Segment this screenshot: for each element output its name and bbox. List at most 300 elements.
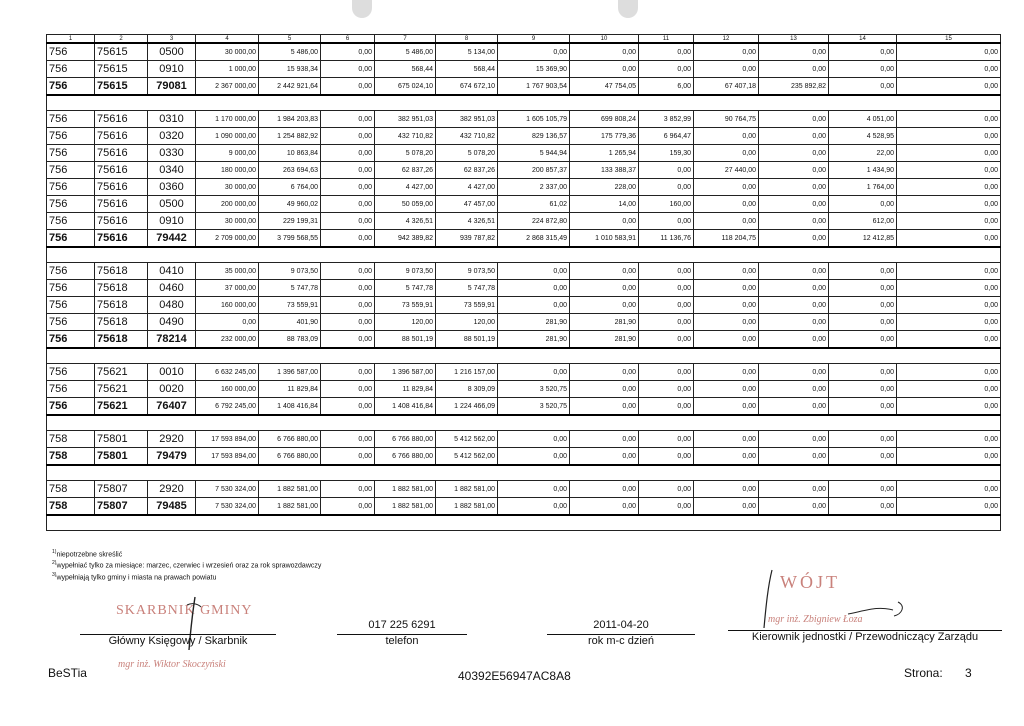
spacer-cell — [47, 95, 1001, 111]
group-spacer — [47, 247, 1001, 263]
column-number-header — [47, 35, 1001, 44]
table-cell: 0,00 — [694, 128, 759, 145]
table-cell: 0,00 — [897, 297, 1001, 314]
table-cell: 0,00 — [759, 431, 829, 448]
table-cell: 0,00 — [897, 128, 1001, 145]
table-cell: 0,00 — [639, 162, 694, 179]
table-cell: 0,00 — [897, 263, 1001, 280]
table-cell: 0,00 — [897, 498, 1001, 516]
table-cell: 758 — [47, 498, 95, 516]
table-cell: 75621 — [95, 398, 148, 416]
phone-block — [337, 619, 467, 647]
table-row — [47, 162, 1001, 179]
table-cell: 0910 — [148, 61, 196, 78]
table-cell: 0,00 — [570, 448, 639, 466]
subtotal-row — [47, 498, 1001, 516]
table-cell: 0,00 — [570, 297, 639, 314]
table-cell: 0,00 — [759, 498, 829, 516]
table-cell: 0,00 — [570, 280, 639, 297]
table-cell: 0,00 — [498, 43, 570, 61]
table-cell: 6 766 880,00 — [375, 448, 436, 466]
table-cell: 75801 — [95, 431, 148, 448]
table-cell: 0,00 — [897, 196, 1001, 213]
table-cell: 0,00 — [639, 314, 694, 331]
table-cell: 75616 — [95, 145, 148, 162]
table-cell: 0,00 — [897, 364, 1001, 381]
table-cell: 37 000,00 — [196, 280, 259, 297]
subtotal-row — [47, 398, 1001, 416]
table-cell: 756 — [47, 61, 95, 78]
table-cell: 0,00 — [321, 61, 375, 78]
head-stamp: WÓJT — [780, 572, 840, 592]
table-cell: 758 — [47, 481, 95, 498]
table-cell: 756 — [47, 314, 95, 331]
table-cell: 30 000,00 — [196, 213, 259, 230]
table-cell: 75801 — [95, 448, 148, 466]
table-cell: 281,90 — [570, 314, 639, 331]
table-cell: 79081 — [148, 78, 196, 96]
table-cell: 1 010 583,91 — [570, 230, 639, 248]
column-number: 11 — [639, 35, 694, 44]
table-cell: 0,00 — [829, 314, 897, 331]
table-cell: 235 892,82 — [759, 78, 829, 96]
table-cell: 0,00 — [759, 213, 829, 230]
table-cell: 0,00 — [829, 381, 897, 398]
table-cell: 76407 — [148, 398, 196, 416]
table-cell: 0,00 — [897, 230, 1001, 248]
table-cell: 0,00 — [321, 498, 375, 516]
table-cell: 0,00 — [639, 297, 694, 314]
table-cell: 0,00 — [759, 111, 829, 128]
table-row — [47, 111, 1001, 128]
table-cell: 1 396 587,00 — [375, 364, 436, 381]
table-cell: 75616 — [95, 111, 148, 128]
table-cell: 0,00 — [897, 314, 1001, 331]
table-cell: 62 837,26 — [436, 162, 498, 179]
table-cell: 0,00 — [829, 498, 897, 516]
table-cell: 5 747,78 — [436, 280, 498, 297]
group-spacer — [47, 415, 1001, 431]
spacer-cell — [47, 415, 1001, 431]
footnote-text: wypełniają tylko gminy i miasta na prawach powiatu — [56, 573, 217, 581]
table-cell: 0,00 — [897, 398, 1001, 416]
table-cell: 1 764,00 — [829, 179, 897, 196]
phone-label: telefon — [385, 635, 419, 647]
table-cell: 0,00 — [498, 364, 570, 381]
table-cell: 3 799 568,55 — [259, 230, 321, 248]
table-cell: 0,00 — [639, 179, 694, 196]
table-cell: 88 501,19 — [375, 331, 436, 349]
table-cell: 11 136,76 — [639, 230, 694, 248]
table-row — [47, 213, 1001, 230]
table-cell: 75621 — [95, 364, 148, 381]
table-cell: 15 938,34 — [259, 61, 321, 78]
table-cell: 49 960,02 — [259, 196, 321, 213]
table-cell: 674 672,10 — [436, 78, 498, 96]
column-number: 15 — [897, 35, 1001, 44]
column-number: 10 — [570, 35, 639, 44]
table-cell: 0,00 — [897, 431, 1001, 448]
table-cell: 6 964,47 — [639, 128, 694, 145]
table-cell: 1 408 416,84 — [375, 398, 436, 416]
table-cell: 0,00 — [897, 78, 1001, 96]
table-cell: 0320 — [148, 128, 196, 145]
table-cell: 75616 — [95, 162, 148, 179]
table-cell: 0,00 — [570, 213, 639, 230]
table-cell: 1 216 157,00 — [436, 364, 498, 381]
head-signature-icon — [758, 566, 908, 636]
table-cell: 0,00 — [321, 128, 375, 145]
table-cell: 0,00 — [829, 364, 897, 381]
table-cell: 0,00 — [639, 331, 694, 349]
table-cell: 5 078,20 — [436, 145, 498, 162]
table-cell: 0,00 — [897, 43, 1001, 61]
table-cell: 0,00 — [639, 364, 694, 381]
table-cell: 1 170 000,00 — [196, 111, 259, 128]
table-cell: 0,00 — [321, 78, 375, 96]
table-cell: 6 766 880,00 — [259, 448, 321, 466]
table-cell: 756 — [47, 162, 95, 179]
table-row — [47, 179, 1001, 196]
table-cell: 90 764,75 — [694, 111, 759, 128]
table-cell: 6 766 880,00 — [259, 431, 321, 448]
table-cell: 47 754,05 — [570, 78, 639, 96]
treasurer-label: Główny Księgowy / Skarbnik — [108, 635, 248, 647]
table-cell: 0,00 — [829, 331, 897, 349]
table-cell: 200 000,00 — [196, 196, 259, 213]
table-cell: 0,00 — [321, 314, 375, 331]
table-row — [47, 280, 1001, 297]
table-cell: 15 369,90 — [498, 61, 570, 78]
table-cell: 75616 — [95, 128, 148, 145]
table-cell: 0,00 — [639, 263, 694, 280]
table-cell: 0,00 — [639, 61, 694, 78]
spacer-cell — [47, 515, 1001, 531]
table-cell: 758 — [47, 448, 95, 466]
group-spacer — [47, 95, 1001, 111]
table-cell: 5 944,94 — [498, 145, 570, 162]
treasurer-name: mgr inż. Wiktor Skoczyński — [118, 659, 226, 670]
table-cell: 6 632 245,00 — [196, 364, 259, 381]
table-cell: 0,00 — [759, 381, 829, 398]
table-cell: 73 559,91 — [436, 297, 498, 314]
table-cell: 1 000,00 — [196, 61, 259, 78]
table-cell: 0,00 — [321, 162, 375, 179]
table-cell: 0,00 — [321, 331, 375, 349]
table-cell: 756 — [47, 331, 95, 349]
table-cell: 1 090 000,00 — [196, 128, 259, 145]
group-spacer — [47, 465, 1001, 481]
table-cell: 1 224 466,09 — [436, 398, 498, 416]
table-cell: 11 829,84 — [259, 381, 321, 398]
punch-hole-right — [618, 0, 638, 18]
table-cell: 756 — [47, 128, 95, 145]
table-cell: 0,00 — [897, 179, 1001, 196]
table-cell: 382 951,03 — [375, 111, 436, 128]
table-cell: 11 829,84 — [375, 381, 436, 398]
table-cell: 756 — [47, 213, 95, 230]
punch-hole-left — [352, 0, 372, 18]
table-cell: 0,00 — [829, 448, 897, 466]
spacer-cell — [47, 348, 1001, 364]
table-cell: 263 694,63 — [259, 162, 321, 179]
table-cell: 612,00 — [829, 213, 897, 230]
footnote — [52, 548, 321, 559]
table-cell: 14,00 — [570, 196, 639, 213]
footnotes — [52, 548, 321, 582]
table-cell: 281,90 — [498, 314, 570, 331]
table-cell: 0,00 — [694, 145, 759, 162]
table-row — [47, 43, 1001, 61]
table-cell: 0,00 — [829, 78, 897, 96]
table-cell: 0,00 — [694, 364, 759, 381]
table-cell: 0,00 — [759, 331, 829, 349]
table-cell: 0,00 — [321, 398, 375, 416]
table-cell: 1 396 587,00 — [259, 364, 321, 381]
table-cell: 829 136,57 — [498, 128, 570, 145]
table-cell: 0,00 — [694, 431, 759, 448]
table-cell: 0,00 — [759, 196, 829, 213]
spacer-cell — [47, 465, 1001, 481]
table-cell: 0,00 — [759, 481, 829, 498]
column-number: 7 — [375, 35, 436, 44]
table-cell: 75615 — [95, 78, 148, 96]
table-cell: 0,00 — [321, 263, 375, 280]
table-cell: 62 837,26 — [375, 162, 436, 179]
table-cell: 35 000,00 — [196, 263, 259, 280]
table-cell: 0,00 — [321, 448, 375, 466]
table-cell: 133 388,37 — [570, 162, 639, 179]
table-cell: 75616 — [95, 196, 148, 213]
table-cell: 47 457,00 — [436, 196, 498, 213]
table-cell: 756 — [47, 43, 95, 61]
table-cell: 9 073,50 — [259, 263, 321, 280]
table-cell: 0,00 — [570, 431, 639, 448]
date-label: rok m-c dzień — [587, 635, 655, 647]
table-cell: 0,00 — [829, 398, 897, 416]
table-cell: 5 134,00 — [436, 43, 498, 61]
table-cell: 0,00 — [829, 481, 897, 498]
table-cell: 281,90 — [570, 331, 639, 349]
footnote-text: niepotrzebne skreślić — [56, 551, 123, 559]
table-cell: 2 337,00 — [498, 179, 570, 196]
table-cell: 2920 — [148, 431, 196, 448]
table-cell: 0,00 — [639, 398, 694, 416]
table-cell: 0,00 — [639, 448, 694, 466]
footnote-number: 1) — [52, 549, 57, 555]
table-cell: 0,00 — [570, 498, 639, 516]
group-spacer — [47, 515, 1001, 531]
table-cell: 75621 — [95, 381, 148, 398]
table-cell: 0,00 — [829, 431, 897, 448]
table-cell: 0,00 — [321, 111, 375, 128]
table-cell: 432 710,82 — [375, 128, 436, 145]
table-cell: 118 204,75 — [694, 230, 759, 248]
table-cell: 281,90 — [498, 331, 570, 349]
table-cell: 0,00 — [321, 280, 375, 297]
column-number: 1 — [47, 35, 95, 44]
table-cell: 0,00 — [498, 481, 570, 498]
table-cell: 0,00 — [829, 297, 897, 314]
table-cell: 756 — [47, 263, 95, 280]
table-cell: 160 000,00 — [196, 381, 259, 398]
table-cell: 756 — [47, 398, 95, 416]
table-row — [47, 364, 1001, 381]
page-label: Strona: — [904, 666, 943, 680]
table-cell: 0,00 — [759, 230, 829, 248]
table-cell: 8 309,09 — [436, 381, 498, 398]
table-cell: 0,00 — [759, 314, 829, 331]
table-cell: 0,00 — [639, 213, 694, 230]
table-cell: 0500 — [148, 196, 196, 213]
table-cell: 79442 — [148, 230, 196, 248]
table-cell: 432 710,82 — [436, 128, 498, 145]
table-cell: 159,30 — [639, 145, 694, 162]
table-cell: 0,00 — [498, 263, 570, 280]
head-signature-block — [728, 630, 1002, 643]
table-cell: 75616 — [95, 179, 148, 196]
table-cell: 0,00 — [897, 61, 1001, 78]
table-cell: 756 — [47, 179, 95, 196]
table-cell: 0410 — [148, 263, 196, 280]
table-cell: 0,00 — [694, 263, 759, 280]
table-cell: 5 486,00 — [375, 43, 436, 61]
table-cell: 0490 — [148, 314, 196, 331]
table-cell: 75616 — [95, 230, 148, 248]
table-cell: 1 882 581,00 — [436, 498, 498, 516]
table-cell: 175 779,36 — [570, 128, 639, 145]
report-table — [46, 34, 1001, 531]
table-cell: 756 — [47, 78, 95, 96]
table-cell: 120,00 — [375, 314, 436, 331]
column-number: 8 — [436, 35, 498, 44]
table-cell: 0,00 — [694, 398, 759, 416]
table-cell: 78214 — [148, 331, 196, 349]
table-cell: 0,00 — [321, 481, 375, 498]
table-row — [47, 314, 1001, 331]
table-cell: 0,00 — [759, 43, 829, 61]
table-cell: 0340 — [148, 162, 196, 179]
table-cell: 0,00 — [694, 498, 759, 516]
table-cell: 4 051,00 — [829, 111, 897, 128]
table-cell: 27 440,00 — [694, 162, 759, 179]
table-cell: 1 254 882,92 — [259, 128, 321, 145]
table-cell: 756 — [47, 111, 95, 128]
table-cell: 0,00 — [498, 448, 570, 466]
head-label: Kierownik jednostki / Przewodniczący Zarządu — [751, 631, 979, 643]
table-cell: 0,00 — [694, 314, 759, 331]
table-cell: 4 326,51 — [436, 213, 498, 230]
table-cell: 0,00 — [759, 364, 829, 381]
table-cell: 0,00 — [321, 213, 375, 230]
table-cell: 0,00 — [829, 196, 897, 213]
table-cell: 5 078,20 — [375, 145, 436, 162]
table-cell: 75807 — [95, 498, 148, 516]
table-cell: 6 792 245,00 — [196, 398, 259, 416]
table-cell: 0,00 — [639, 381, 694, 398]
table-cell: 1 882 581,00 — [436, 481, 498, 498]
table-cell: 756 — [47, 145, 95, 162]
table-cell: 0,00 — [897, 381, 1001, 398]
column-number: 6 — [321, 35, 375, 44]
table-cell: 0,00 — [694, 481, 759, 498]
table-cell: 942 389,82 — [375, 230, 436, 248]
table-cell: 0,00 — [498, 280, 570, 297]
table-cell: 0,00 — [897, 111, 1001, 128]
table-cell: 0,00 — [897, 162, 1001, 179]
table-cell: 756 — [47, 280, 95, 297]
column-number: 2 — [95, 35, 148, 44]
table-cell: 0,00 — [570, 263, 639, 280]
table-cell: 0,00 — [694, 280, 759, 297]
table-cell: 0,00 — [694, 297, 759, 314]
table-row — [47, 196, 1001, 213]
table-cell: 73 559,91 — [259, 297, 321, 314]
table-cell: 5 747,78 — [375, 280, 436, 297]
footnote-number: 2) — [52, 560, 57, 567]
table-cell: 0,00 — [639, 481, 694, 498]
table-cell: 1 882 581,00 — [259, 481, 321, 498]
table-cell: 0310 — [148, 111, 196, 128]
table-cell: 0,00 — [897, 448, 1001, 466]
table-cell: 73 559,91 — [375, 297, 436, 314]
table-cell: 675 024,10 — [375, 78, 436, 96]
table-cell: 0,00 — [759, 398, 829, 416]
table-cell: 0,00 — [694, 43, 759, 61]
table-cell: 0,00 — [897, 145, 1001, 162]
table-cell: 75615 — [95, 61, 148, 78]
table-cell: 0,00 — [897, 481, 1001, 498]
table-cell: 4 427,00 — [436, 179, 498, 196]
table-cell: 0,00 — [759, 61, 829, 78]
table-cell: 0,00 — [759, 162, 829, 179]
table-cell: 2 868 315,49 — [498, 230, 570, 248]
table-cell: 0,00 — [321, 145, 375, 162]
table-cell: 382 951,03 — [436, 111, 498, 128]
table-cell: 17 593 894,00 — [196, 448, 259, 466]
table-cell: 0480 — [148, 297, 196, 314]
table-cell: 568,44 — [375, 61, 436, 78]
table-cell: 0,00 — [570, 364, 639, 381]
column-number: 14 — [829, 35, 897, 44]
subtotal-row — [47, 448, 1001, 466]
table-cell: 88 501,19 — [436, 331, 498, 349]
table-cell: 0,00 — [829, 43, 897, 61]
table-cell: 9 000,00 — [196, 145, 259, 162]
column-number: 9 — [498, 35, 570, 44]
table-cell: 0,00 — [829, 61, 897, 78]
table-cell: 0,00 — [321, 381, 375, 398]
table-cell: 1 265,94 — [570, 145, 639, 162]
table-cell: 5 747,78 — [259, 280, 321, 297]
table-cell: 4 528,95 — [829, 128, 897, 145]
table-row — [47, 431, 1001, 448]
treasurer-signature-block — [80, 634, 276, 647]
table-cell: 0,00 — [639, 498, 694, 516]
table-row — [47, 263, 1001, 280]
table-cell: 0,00 — [570, 398, 639, 416]
table-cell: 61,02 — [498, 196, 570, 213]
table-cell: 200 857,37 — [498, 162, 570, 179]
document-code: 40392E56947AC8A8 — [458, 669, 571, 683]
head-name: mgr inż. Zbigniew Łoza — [768, 614, 863, 625]
footnote-number: 3) — [52, 571, 57, 578]
table-cell: 75618 — [95, 297, 148, 314]
table-cell: 180 000,00 — [196, 162, 259, 179]
table-cell: 1 767 903,54 — [498, 78, 570, 96]
table-cell: 0,00 — [321, 230, 375, 248]
table-cell: 0,00 — [321, 179, 375, 196]
